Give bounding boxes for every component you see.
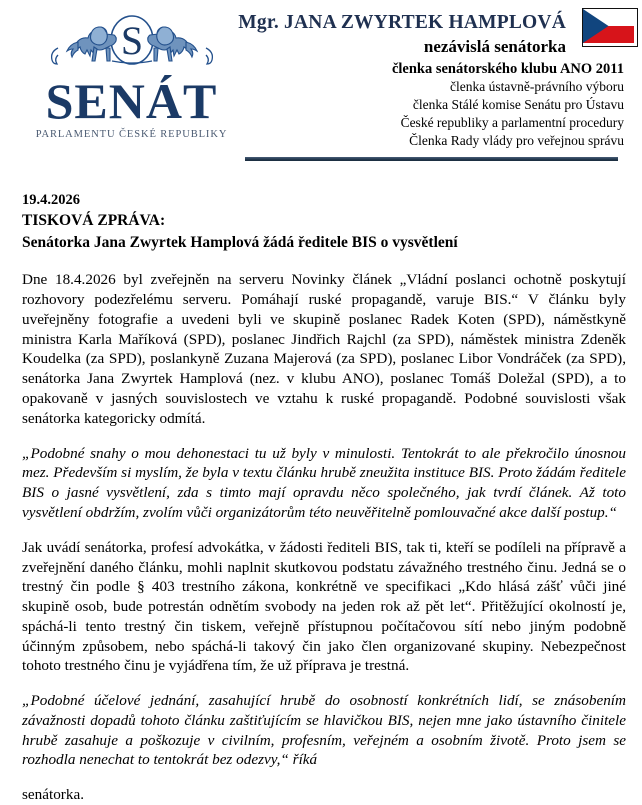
senate-wordmark: SENÁT bbox=[45, 73, 218, 129]
senator-name: Mgr. JANA ZWYRTEK HAMPLOVÁ bbox=[238, 12, 566, 33]
czech-flag-icon bbox=[582, 8, 638, 47]
senate-lions-crest-icon bbox=[32, 14, 232, 76]
release-date: 19.4.2026 bbox=[22, 192, 80, 208]
senator-position-1: členka ústavně-právního výboru bbox=[450, 79, 624, 95]
senator-club: členka senátorského klubu ANO 2011 bbox=[391, 61, 624, 77]
paragraph-quote-two: „Podobné účelové jednání, zasahující hrubě do osobností konkrétních lidí, se znásobením závažnosti dopadů tohoto článku zaštiťujícím se hlavičkou BIS, nejen mne jako ústavního činitele hrubě zasahuje a poškozuje v civilním, profesním, veřejném a osobním životě. Proto jsem se rozhodla nenechat to tentokrát bez odezvy,“ říká bbox=[22, 692, 626, 769]
senator-identity-block bbox=[236, 12, 624, 149]
svg-text:S: S bbox=[120, 18, 143, 63]
paragraph-intro: Dne 18.4.2026 byl zveřejněn na serveru Novinky článek „Vládní poslanci ochotně poskytují rozhovory podezřelému serveru. Pomáhají ruské propagandě, varuje BIS.“ V článku byly uveřejněny fotografie a uvedeni byli ve skupině poslanec Radek Koten (SPD), náměstkyně ministra Karla Maříková (SPD), poslanec Jindřich Rajchl (za SPD), náměstek ministra Zdeněk Koudelka (za SPD), poslankyně Zuzana Majerová (za SPD), poslanec Libor Vondráček (za SPD), senátorka Jana Zwyrtek Hamplová (nez. v klubu ANO), poslanec Tomáš Doležal (SPD), a to opakovaně v jasných souvislostech ve vztahu k ruské propagandě. Podobné souvislosti však senátorka kategoricky odmítá. bbox=[22, 271, 626, 427]
senator-role: nezávislá senátorka bbox=[423, 36, 566, 56]
letterhead-divider bbox=[245, 157, 618, 161]
senate-logo bbox=[24, 14, 239, 140]
letterhead bbox=[0, 0, 642, 172]
document-body bbox=[0, 190, 642, 805]
release-kicker: TISKOVÁ ZPRÁVA: bbox=[22, 212, 166, 229]
paragraph-quote-one: „Podobné snahy o mou dehonestaci tu už byly v minulosti. Tentokrát to ale překročilo únosnou mez. Především si myslím, že byla v textu článku hrubě zneužita instituce BIS. Proto žádám ředitele BIS o jasné vysvětlení, zda s timto mají opravdu něco společného, jak tvrdí článek. Až toto vysvětlení obdržím, zvolím vůči organizátorům této neuvěřitelně pomlouvačné akce další postup.“ bbox=[22, 444, 626, 521]
senate-tagline: PARLAMENTU ČESKÉ REPUBLIKY bbox=[35, 129, 228, 140]
paragraph-closing: senátorka. bbox=[22, 786, 84, 804]
senator-position-2: členka Stálé komise Senátu pro Ústavu bbox=[412, 96, 624, 112]
paragraph-legal: Jak uvádí senátorka, profesí advokátka, v žádosti řediteli BIS, tak ti, kteří se podíleli na přípravě a zveřejnění daného článku, mohli naplnit skutkovou podstatu závažného trestného činu. Jedná se o trestný čin podle § 403 trestního zákona, konkrétně ve specifikaci „Kdo hlásá zášť vůči jiné skupině osob, bude potrestán odnětím svobody na jeden rok až pět let“. Přitěžující okolností je, spáchá-li tento trestný čin tiskem, veřejně přístupnou počítačovou sítí nebo jiným podobně účinným způsobem, nebo spáchá-li takový čin jako člen organizované skupiny. Nebezpečnost tohoto trestného činu je vyjádřena tím, že už příprava je trestná. bbox=[22, 538, 626, 675]
senator-position-3: České republiky a parlamentní procedury bbox=[400, 114, 624, 130]
senator-position-4: Členka Rady vlády pro veřejnou správu bbox=[409, 132, 624, 148]
page-title: Senátorka Jana Zwyrtek Hamplová žádá ředitele BIS o vysvětlení bbox=[22, 233, 458, 251]
